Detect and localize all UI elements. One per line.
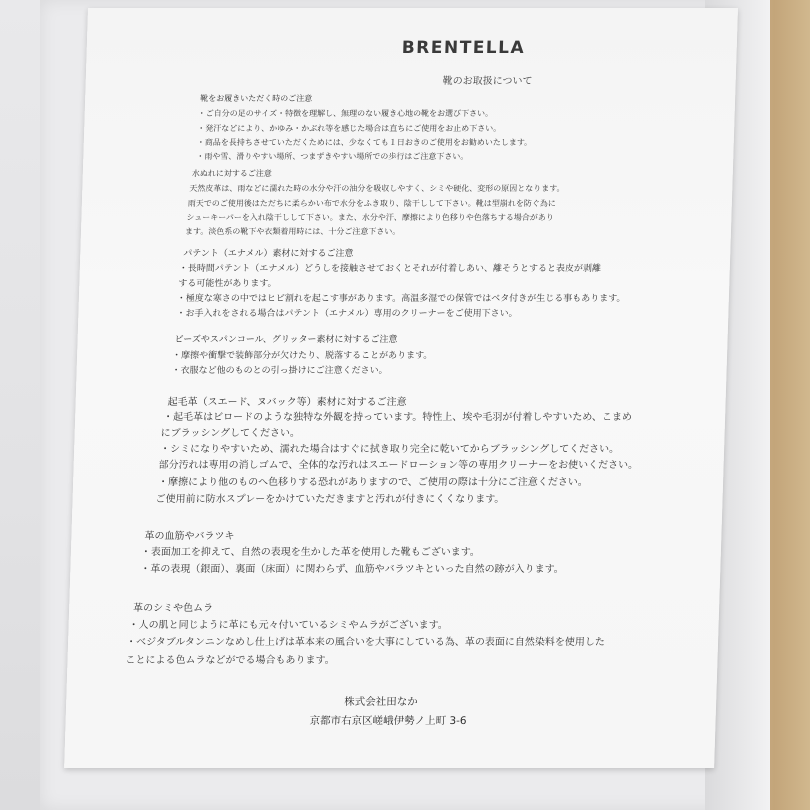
company-name: 株式会社田なか	[344, 696, 418, 708]
section-line: ・ご自分の足のサイズ・特徴を理解し、無理のない履き心地の靴をお選び下さい。	[197, 109, 494, 118]
section-line: 部分汚れは専用の消しゴムで、全体的な汚れはスエードローション等の専用クリーナーをお使いください。	[158, 460, 639, 471]
section-line: にブラッシングしてください。	[160, 428, 301, 439]
care-instructions-sheet	[64, 8, 738, 768]
brand-logo: BRENTELLA	[401, 38, 526, 58]
section-line: ・雨や雪、滑りやすい場所、つまずきやすい場所での歩行はご注意下さい。	[196, 152, 469, 161]
section-line: ・商品を長持ちさせていただくためには、少なくても１日おきのご使用をお勧めいたします。	[196, 138, 533, 147]
section-line: ・極度な寒さの中ではヒビ割れを起こす事があります。高温多湿での保管ではベタ付きが生じる事もあります。	[176, 294, 626, 304]
section-line: ・お手入れをされる場合はパテント（エナメル）専用のクリーナーをご使用下さい。	[176, 309, 518, 319]
section-line: ・起毛革はビロードのような独特な外観を持っています。特性上、埃や毛羽が付着しやすいため、こまめ	[162, 412, 633, 423]
section-heading: ビーズやスパンコール、グリッター素材に対するご注意	[174, 335, 398, 345]
company-address: 京都市右京区嵯峨伊勢ノ上町 3-6	[309, 715, 467, 727]
section-line: ・発汗などにより、かゆみ・かぶれ等を感じた場合は直ちにご使用をお止め下さい。	[197, 124, 502, 133]
section-line: ・表面加工を抑えて、自然の表現を生かした革を使用した靴もございます。	[140, 547, 481, 558]
section-line: 天然皮革は、雨などに濡れた時の水分や汗の油分を吸収しやすく、シミや硬化、変形の原因となります。	[189, 184, 565, 193]
section-line: 雨天でのご使用後はただちに柔らかい布で水分をふき取り、陰干しして下さい。靴は型崩れを防ぐ為に	[187, 199, 556, 208]
section-line: ・長時間パテント（エナメル）どうしを接触させておくとそれが付着しあい、離そうとすると表皮が剥離	[178, 264, 602, 274]
section-line: ます。淡色系の靴下や衣類着用時には、十分ご注意下さい。	[184, 227, 401, 236]
section-heading: 靴をお履きいただく時のご注意	[200, 94, 313, 103]
section-line: ご使用前に防水スプレーをかけていただきますと汚れが付きにくくなります。	[155, 494, 505, 505]
section-line: シューキーパーを入れ陰干しして下さい。また、水分や汗、摩擦により色移りや色落ちする場合があり	[186, 213, 554, 222]
section-heading: パテント（エナメル）素材に対するご注意	[183, 249, 354, 259]
section-heading: 水ぬれに対するご注意	[191, 169, 272, 178]
section-heading: 革のシミや色ムラ	[132, 603, 214, 614]
section-line: ・シミになりやすいため、濡れた場合はすぐに拭き取り完全に乾いてからブラッシングしてください。	[159, 444, 620, 455]
section-line: ・ベジタブルタンニンなめし仕上げは革本来の風合いを大事にしている為、革の表面に自然染料を使用した	[125, 637, 606, 648]
section-line: ・革の表現（銀面）、裏面（床面）に関わらず、血筋やバラツキといった自然の跡が入ります。	[140, 564, 564, 575]
section-heading: 革の血筋やバラツキ	[144, 531, 235, 542]
section-line: ・摩擦や衝撃で装飾部分が欠けたり、脱落することがあります。	[171, 351, 433, 361]
section-line: する可能性があります。	[178, 279, 277, 289]
section-line: ・衣服など他のものとの引っ掛けにご注意ください。	[171, 366, 388, 376]
section-heading: 起毛革（スエード、ヌバック等）素材に対するご注意	[167, 397, 407, 408]
section-line: ・摩擦により他のものへ色移りする恐れがありますので、ご使用の際は十分にご注意ください。	[157, 477, 589, 488]
document-title: 靴のお取扱について	[442, 76, 533, 87]
section-line: ・人の肌と同じように革にも元々付いているシミやムラがございます。	[128, 620, 448, 631]
section-line: ことによる色ムラなどがでる場合もあります。	[125, 655, 335, 666]
